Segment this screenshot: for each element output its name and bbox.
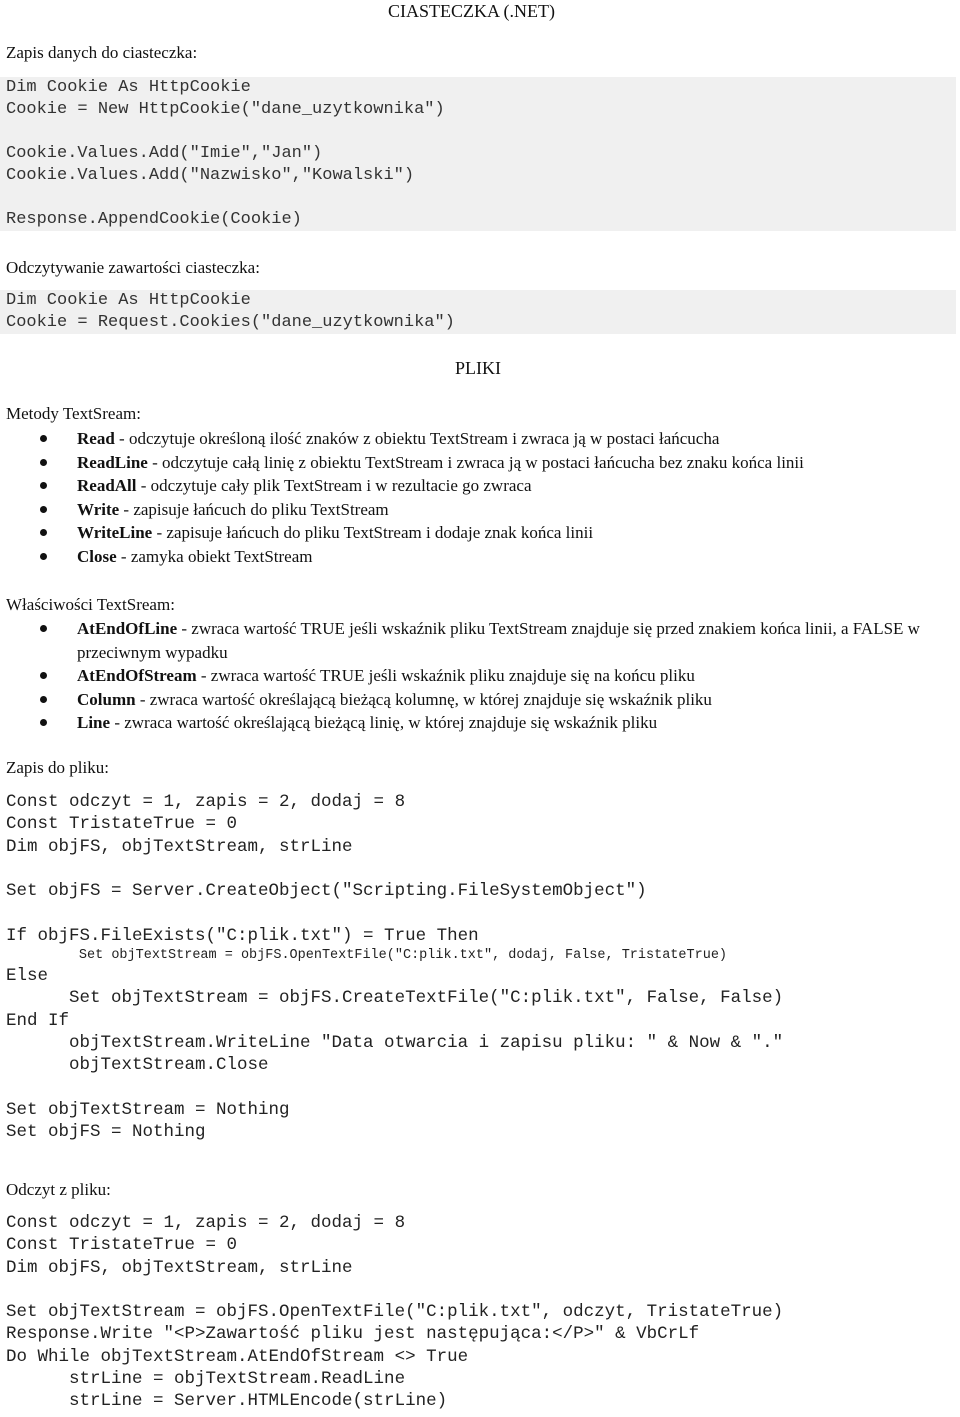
- code-line: [0, 121, 956, 143]
- code-line: [0, 187, 956, 209]
- code-line: [0, 1077, 956, 1099]
- code-line: objTextStream.WriteLine "Data otwarcia i zapisu pliku: " & Now & ".": [6, 1032, 784, 1053]
- list-item: [0, 545, 940, 569]
- method-desc: - odczytuje całą linię z obiektu TextStream i zwraca ją w postaci łańcucha bez znaku końca linii: [147, 452, 804, 472]
- list-item: [0, 451, 940, 475]
- list-item: [0, 688, 940, 712]
- method-desc: - odczytuje cały plik TextStream i w rezultacie go zwraca: [136, 476, 532, 496]
- label-write-file: Zapis do pliku:: [6, 758, 109, 777]
- label-read-cookie: Odczytywanie zawartości ciasteczka:: [6, 258, 260, 277]
- method-name: ReadAll: [77, 476, 137, 496]
- method-name: ReadLine: [77, 452, 148, 472]
- property-name: Column: [77, 689, 136, 709]
- list-item: [0, 711, 940, 735]
- method-name: Close: [77, 546, 117, 566]
- section-title-cookies: CIASTECZKA (.NET): [388, 1, 555, 21]
- property-name: Line: [77, 713, 111, 733]
- property-desc: - zwraca wartość TRUE jeśli wskaźnik pliku znajduje się na końcu pliku: [196, 666, 695, 686]
- method-name: Read: [77, 429, 115, 448]
- code-line: Dim Cookie As HttpCookie: [6, 291, 251, 310]
- property-desc: - zwraca wartość określającą bieżącą linię, w której znajduje się wskaźnik pliku: [110, 713, 658, 733]
- method-name: Write: [77, 499, 120, 519]
- property-desc: - zwraca wartość określającą bieżącą kolumnę, w której znajduje się wskaźnik pliku: [135, 689, 712, 709]
- code-line: Cookie = Request.Cookies("dane_uzytkownika"): [6, 313, 455, 332]
- bullet-icon: [40, 482, 47, 489]
- code-line: Const TristateTrue = 0: [6, 814, 238, 835]
- code-line: Const odczyt = 1, zapis = 2, dodaj = 8: [6, 792, 406, 812]
- code-block-write-file: [0, 791, 956, 1143]
- methods-list: [0, 427, 940, 569]
- list-item: [0, 498, 940, 522]
- label-write-cookie: Zapis danych do ciasteczka:: [6, 43, 198, 62]
- label-properties: Właściwości TextSream:: [6, 595, 175, 614]
- bullet-icon: [40, 696, 47, 703]
- code-line: Dim objFS, objTextStream, strLine: [6, 1257, 353, 1278]
- code-block-read-file: [0, 1212, 956, 1413]
- code-line: Set objTextStream = objFS.OpenTextFile("C:plik.txt", dodaj, False, TristateTrue): [6, 948, 728, 964]
- method-desc: - odczytuje określoną ilość znaków z obiektu TextStream i zwraca ją w postaci łańcucha: [114, 429, 720, 448]
- code-line: Cookie.Values.Add("Imie","Jan"): [6, 144, 323, 163]
- bullet-icon: [40, 719, 47, 726]
- property-name: AtEndOfLine: [77, 619, 178, 638]
- code-line: Set objTextStream = objFS.CreateTextFile("C:plik.txt", False, False): [6, 988, 784, 1009]
- code-line: Response.AppendCookie(Cookie): [6, 210, 302, 229]
- code-line: strLine = Server.HTMLEncode(strLine): [6, 1391, 448, 1412]
- bullet-icon: [40, 459, 47, 466]
- properties-list: [0, 617, 940, 735]
- code-line: Dim Cookie As HttpCookie: [6, 78, 251, 97]
- method-desc: - zapisuje łańcuch do pliku TextStream i dodaje znak końca linii: [152, 523, 594, 543]
- code-line: objTextStream.Close: [6, 1055, 269, 1076]
- bullet-icon: [40, 672, 47, 679]
- code-line: If objFS.FileExists("C:plik.txt") = True Then: [6, 925, 479, 946]
- method-desc: - zamyka obiekt TextStream: [116, 546, 313, 566]
- code-line: Set objTextStream = objFS.OpenTextFile("C:plik.txt", odczyt, TristateTrue): [6, 1302, 784, 1323]
- list-item: [0, 521, 940, 545]
- property-name: AtEndOfStream: [77, 666, 197, 686]
- code-line: [0, 858, 956, 880]
- code-block-read-cookie: [0, 290, 956, 334]
- method-name: WriteLine: [77, 523, 153, 543]
- code-line: [0, 902, 956, 924]
- list-item: [0, 664, 940, 688]
- label-methods: Metody TextSream:: [6, 404, 141, 423]
- bullet-icon: [40, 506, 47, 513]
- code-line: Cookie = New HttpCookie("dane_uzytkownika"): [6, 100, 445, 119]
- code-line: Set objTextStream = Nothing: [6, 1099, 290, 1120]
- bullet-icon: [40, 553, 47, 560]
- bullet-icon: [40, 625, 47, 632]
- code-line: [0, 1279, 956, 1301]
- property-desc: - zwraca wartość TRUE jeśli wskaźnik pliku TextStream znajduje się przed znakiem końca linii, a FALSE w przeciwnym wypadku: [77, 619, 920, 662]
- code-line: Const TristateTrue = 0: [6, 1235, 238, 1256]
- code-line: Else: [6, 966, 49, 987]
- code-line: Do While objTextStream.AtEndOfStream <> True: [6, 1346, 469, 1367]
- bullet-icon: [40, 529, 47, 536]
- method-desc: - zapisuje łańcuch do pliku TextStream: [119, 499, 389, 519]
- list-item: [0, 474, 940, 498]
- code-line: Dim objFS, objTextStream, strLine: [6, 836, 353, 857]
- code-line: Cookie.Values.Add("Nazwisko","Kowalski"): [6, 166, 415, 185]
- bullet-icon: [40, 435, 47, 442]
- list-item: [0, 427, 940, 451]
- label-read-file: Odczyt z pliku:: [6, 1180, 111, 1199]
- code-line: strLine = objTextStream.ReadLine: [6, 1369, 406, 1390]
- list-item: [0, 617, 940, 664]
- code-line: Set objFS = Nothing: [6, 1122, 206, 1143]
- code-line: Const odczyt = 1, zapis = 2, dodaj = 8: [6, 1213, 406, 1233]
- code-block-write-cookie: [0, 77, 956, 231]
- code-line: End If: [6, 1010, 70, 1031]
- code-line: Response.Write "<P>Zawartość pliku jest następująca:</P>" & VbCrLf: [6, 1324, 700, 1345]
- section-title-files: PLIKI: [455, 358, 501, 378]
- code-line: Set objFS = Server.CreateObject("Scripting.FileSystemObject"): [6, 881, 647, 902]
